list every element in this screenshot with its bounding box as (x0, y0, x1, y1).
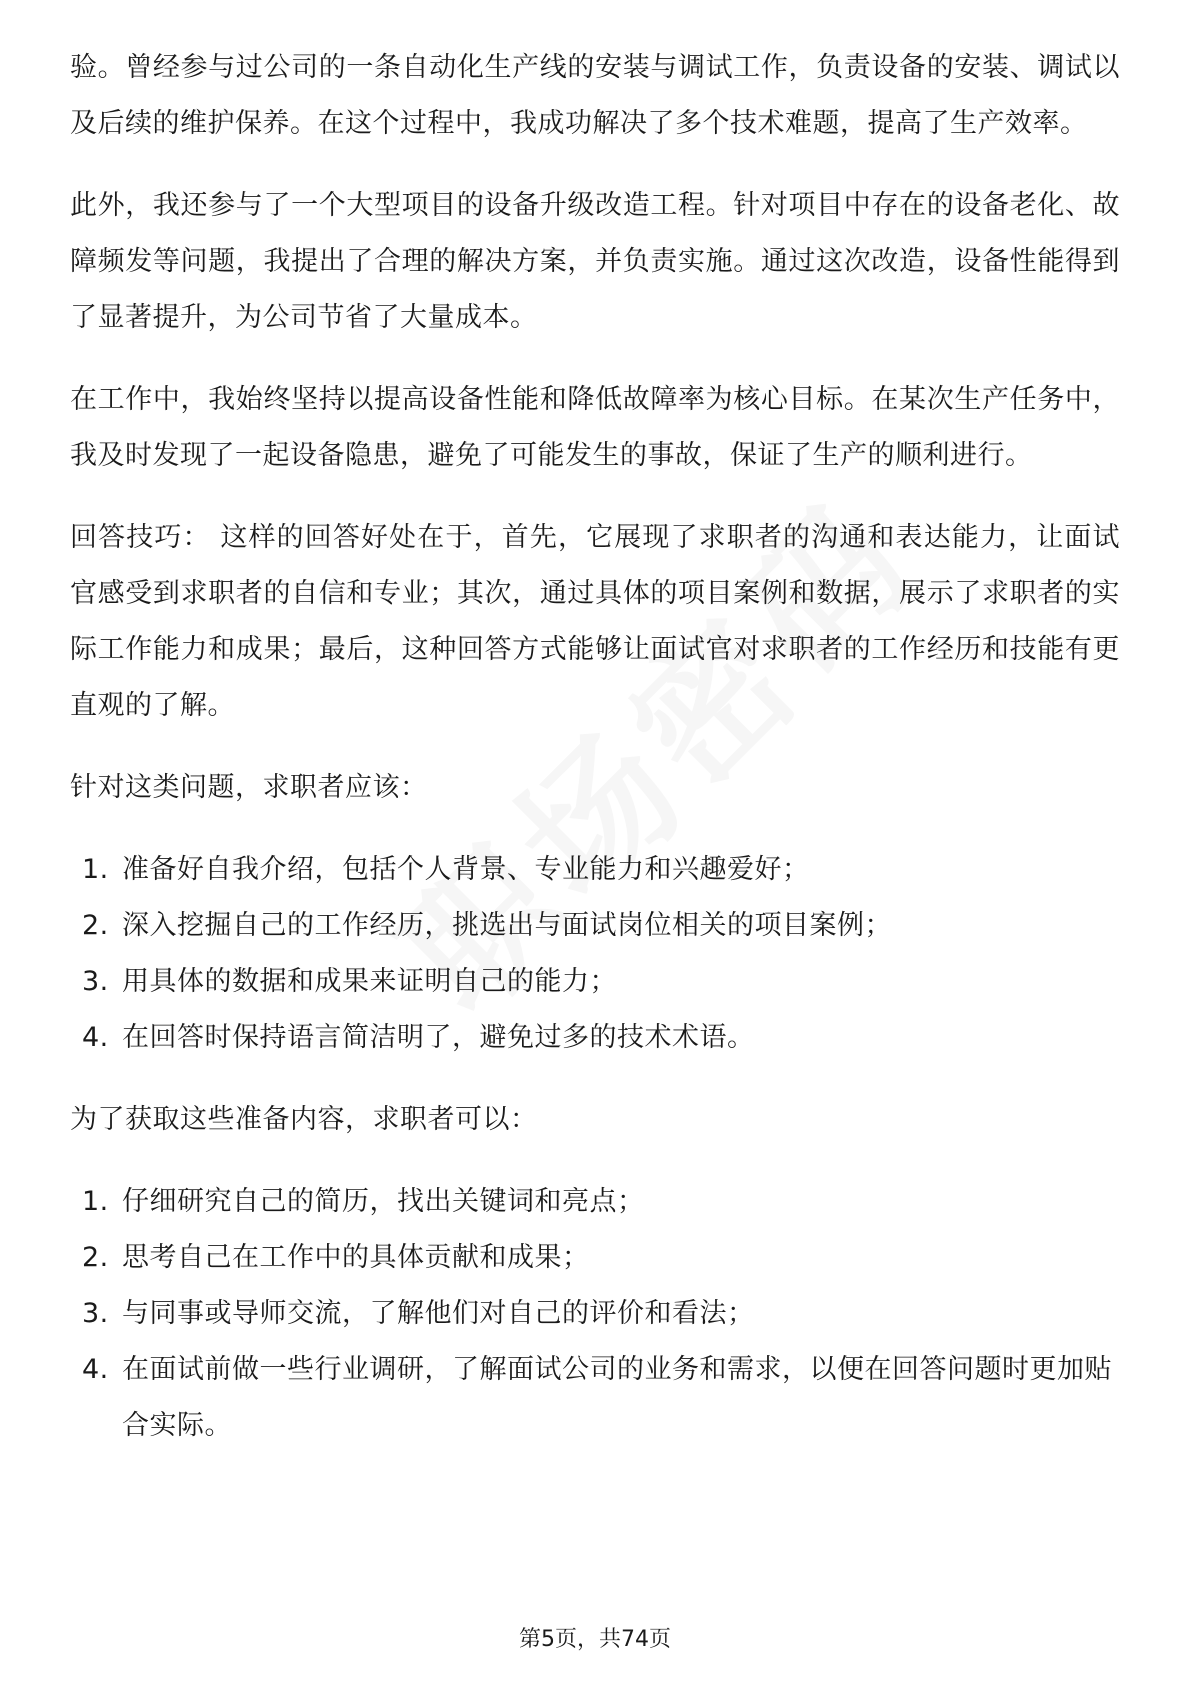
page-number-footer: 第5页，共74页 (519, 1627, 671, 1652)
list-item-number: 3. (82, 1298, 109, 1329)
list-item-text: 用具体的数据和成果来证明自己的能力； (122, 966, 617, 997)
paragraph-answer-tips: 回答技巧： 这样的回答好处在于，首先，它展现了求职者的沟通和表达能力，让面试官感受到求职者的自信和专业；其次，通过具体的项目案例和数据，展示了求职者的实际工作能力和成果；最后，这种回答方式能够让面试官对求职者的工作经历和技能有更直观的了解。 (70, 522, 1120, 721)
list-item-number: 1. (82, 1186, 109, 1217)
research-list (70, 1174, 1120, 1454)
list-item-text: 在回答时保持语言简洁明了，避免过多的技术术语。 (122, 1022, 755, 1053)
list-item (70, 1286, 1120, 1342)
list-item (70, 898, 1120, 954)
list-item (70, 1342, 1120, 1454)
paragraph-upgrade-project: 此外，我还参与了一个大型项目的设备升级改造工程。针对项目中存在的设备老化、故障频发等问题，我提出了合理的解决方案，并负责实施。通过这次改造，设备性能得到了显著提升，为公司节省了大量成本。 (70, 190, 1120, 333)
paragraph-experience: 验。曾经参与过公司的一条自动化生产线的安装与调试工作，负责设备的安装、调试以及后续的维护保养。在这个过程中，我成功解决了多个技术难题，提高了生产效率。 (70, 52, 1120, 139)
list-item (70, 842, 1120, 898)
list-item-number: 3. (82, 966, 109, 997)
list-item (70, 1010, 1120, 1066)
document-body (70, 40, 1120, 1480)
list-item (70, 1174, 1120, 1230)
list-item (70, 954, 1120, 1010)
list-item-text: 深入挖掘自己的工作经历，挑选出与面试岗位相关的项目案例； (122, 910, 892, 941)
paragraph-list2-intro: 为了获取这些准备内容，求职者可以： (70, 1104, 538, 1135)
list-item-text: 准备好自我介绍，包括个人背景、专业能力和兴趣爱好； (122, 854, 810, 885)
list-item-number: 2. (82, 1242, 109, 1273)
paragraph-core-goal: 在工作中，我始终坚持以提高设备性能和降低故障率为核心目标。在某次生产任务中，我及时发现了一起设备隐患，避免了可能发生的事故，保证了生产的顺利进行。 (70, 384, 1120, 471)
paragraph-list1-intro: 针对这类问题，求职者应该： (70, 772, 428, 803)
list-item-text: 与同事或导师交流，了解他们对自己的评价和看法； (122, 1298, 755, 1329)
list-item-number: 4. (82, 1354, 109, 1385)
list-item-text: 思考自己在工作中的具体贡献和成果； (122, 1242, 590, 1273)
list-item-number: 4. (82, 1022, 109, 1053)
list-item (70, 1230, 1120, 1286)
list-item-text: 仔细研究自己的简历，找出关键词和亮点； (122, 1186, 645, 1217)
preparation-list (70, 842, 1120, 1066)
list-item-text: 在面试前做一些行业调研，了解面试公司的业务和需求，以便在回答问题时更加贴合实际。 (122, 1354, 1112, 1441)
list-item-number: 1. (82, 854, 109, 885)
list-item-number: 2. (82, 910, 109, 941)
